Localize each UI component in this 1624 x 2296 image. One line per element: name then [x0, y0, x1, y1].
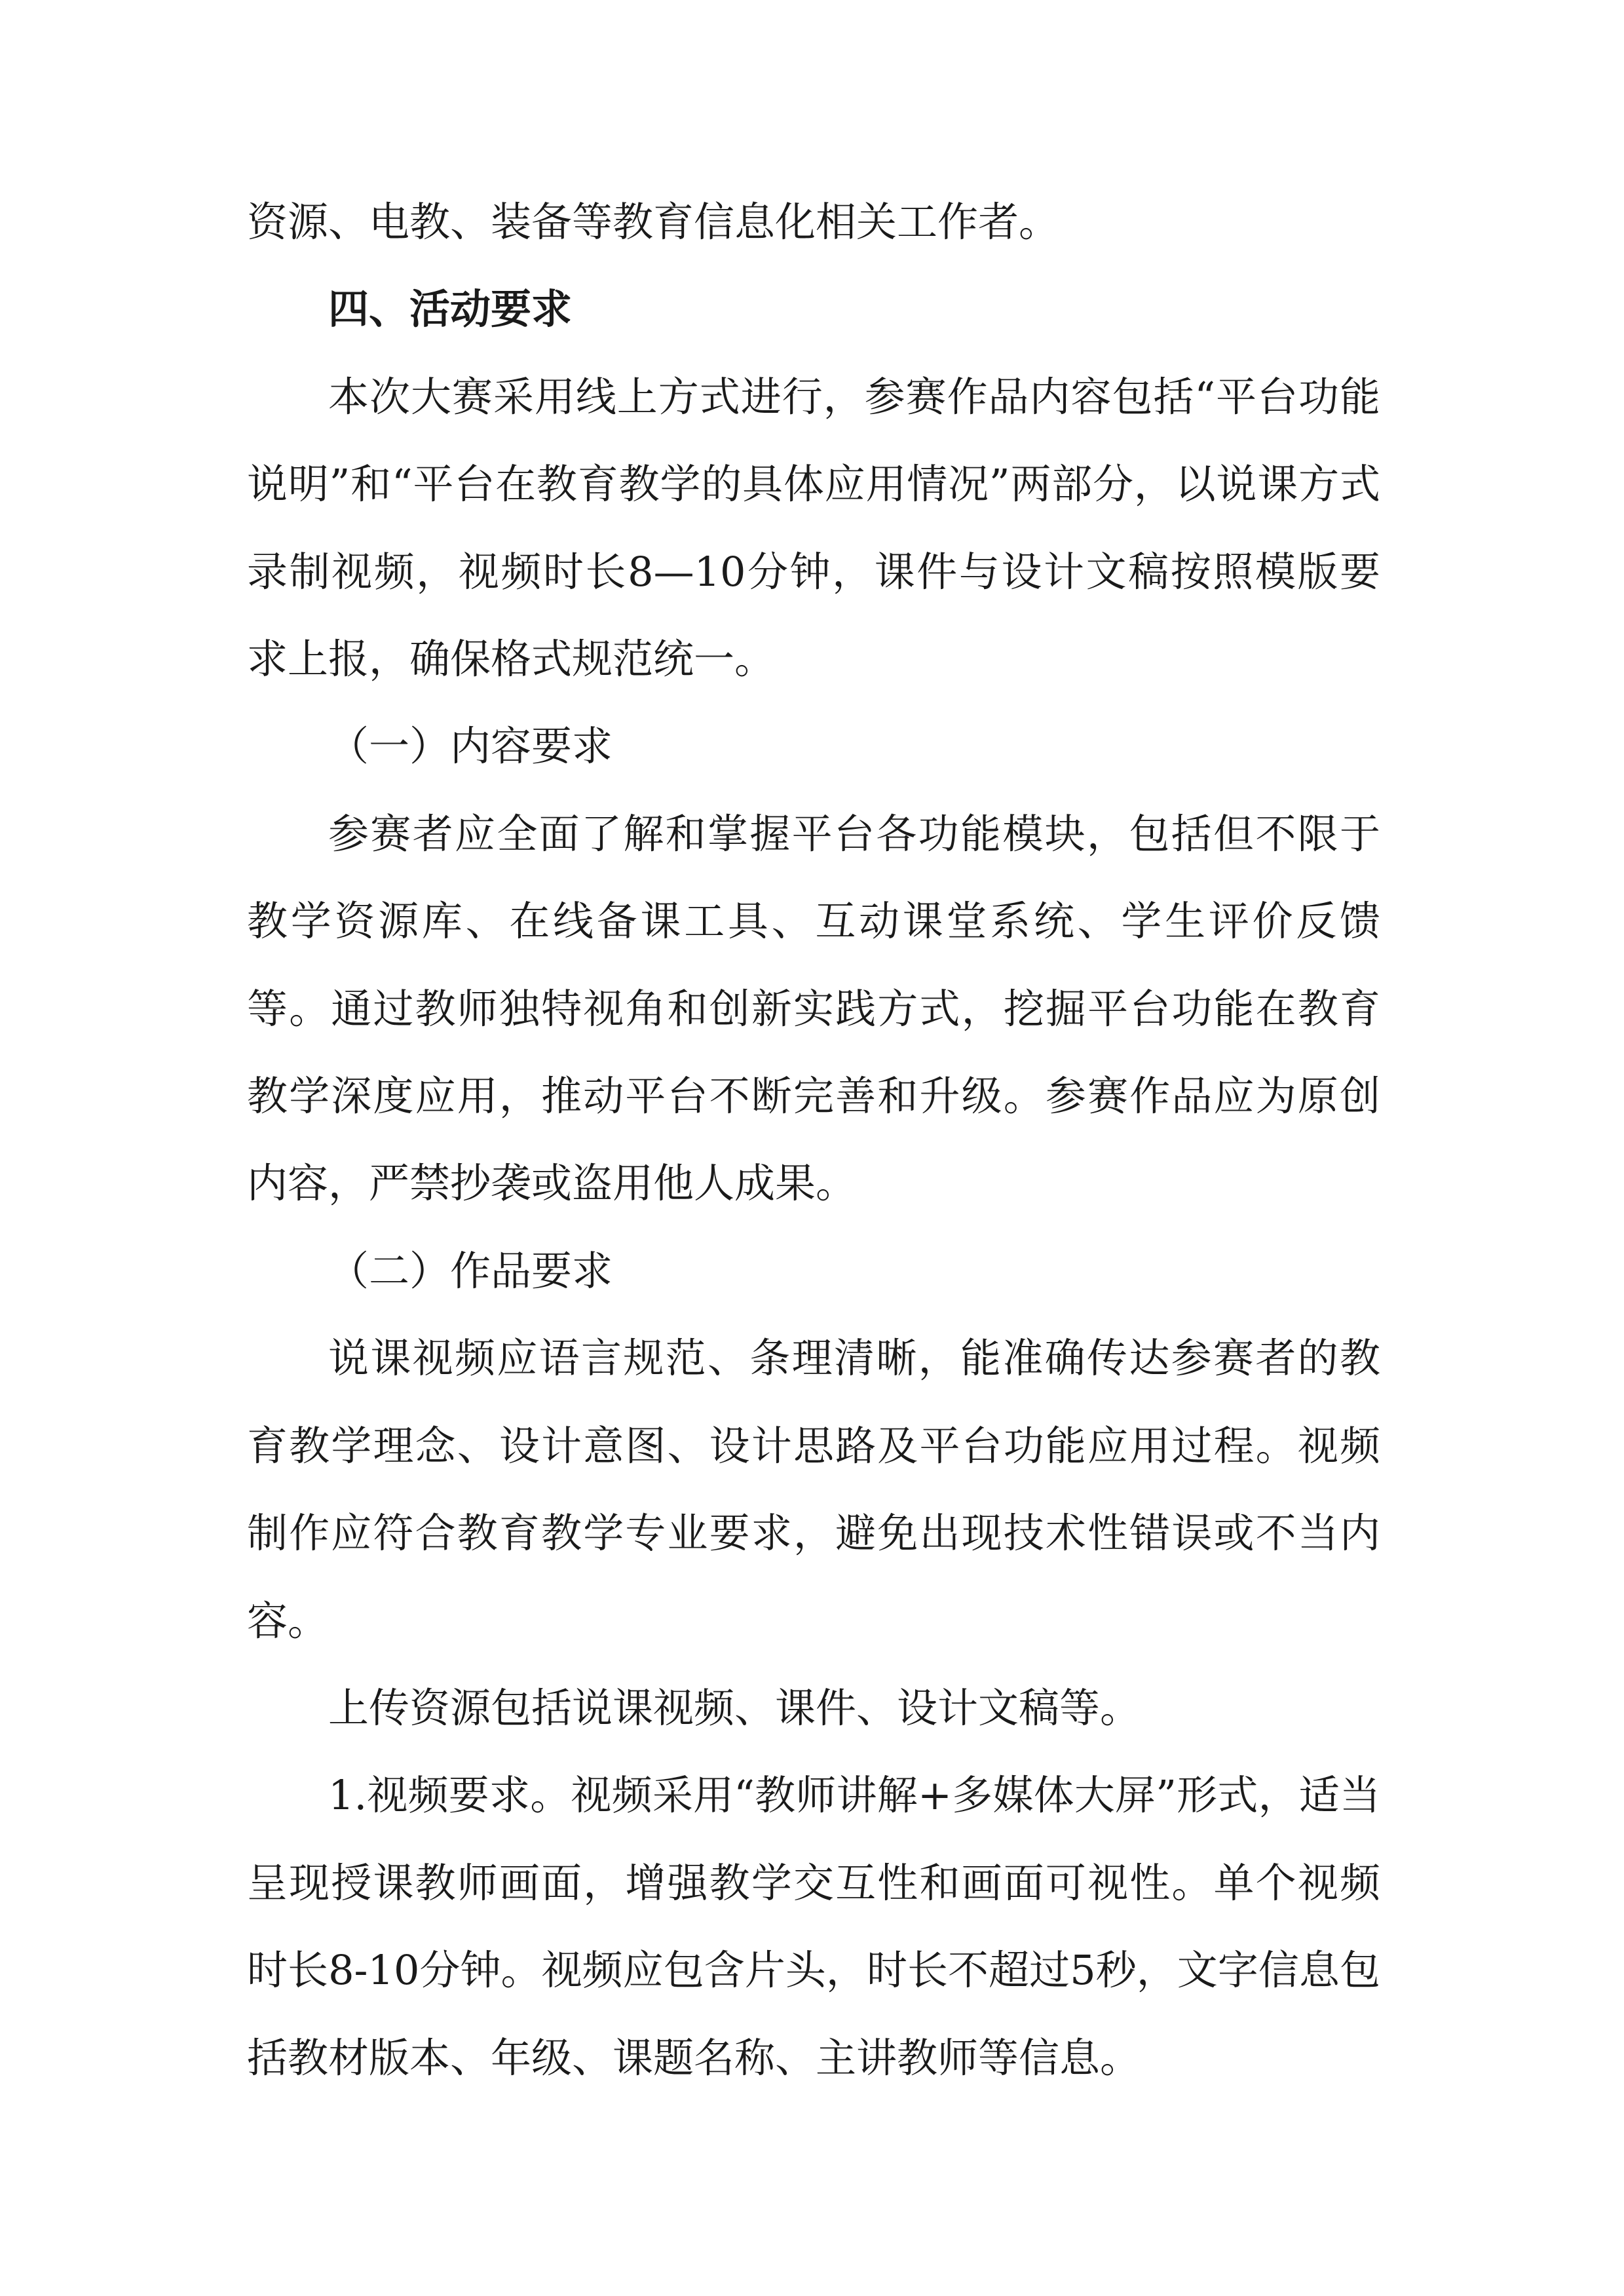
subsection-heading-work-requirements: （二）作品要求 [328, 1246, 613, 1295]
paragraph-video-quality: 说课视频应语言规范、条理清晰，能准确传达参赛者的教育教学理念、设计意图、设计思路及平台功能应用过程。视频制作应符合教育教学专业要求，避免出现技术性错误或不当内容。 [247, 1334, 1380, 1645]
document-body [247, 178, 1380, 2101]
section-heading-activity-requirements: 四、活动要求 [328, 285, 573, 334]
subsection-heading-content-requirements: （一）内容要求 [328, 722, 613, 771]
paragraph-continuation: 资源、电教、装备等教育信息化相关工作者。 [247, 198, 1060, 246]
paragraph-video-requirements: 1.视频要求。视频采用“教师讲解+多媒体大屏”形式，适当呈现授课教师画面，增强教学交互性和画面可视性。单个视频时长8-10分钟。视频应包含片头，时长不超过5秒，文字信息包括教材版本、年级、课题名称、主讲教师等信息。 [247, 1771, 1380, 2082]
paragraph-upload-resources: 上传资源包括说课视频、课件、设计文稿等。 [328, 1683, 1141, 1732]
paragraph-content-requirements: 参赛者应全面了解和掌握平台各功能模块，包括但不限于教学资源库、在线备课工具、互动课堂系统、学生评价反馈等。通过教师独特视角和创新实践方式，挖掘平台功能在教育教学深度应用，推动平台不断完善和升级。参赛作品应为原创内容，严禁抄袭或盗用他人成果。 [247, 809, 1380, 1208]
paragraph-competition-format: 本次大赛采用线上方式进行，参赛作品内容包括“平台功能说明”和“平台在教育教学的具体应用情况”两部分，以说课方式录制视频，视频时长8—10分钟，课件与设计文稿按照模版要求上报，确保格式规范统一。 [247, 372, 1380, 683]
